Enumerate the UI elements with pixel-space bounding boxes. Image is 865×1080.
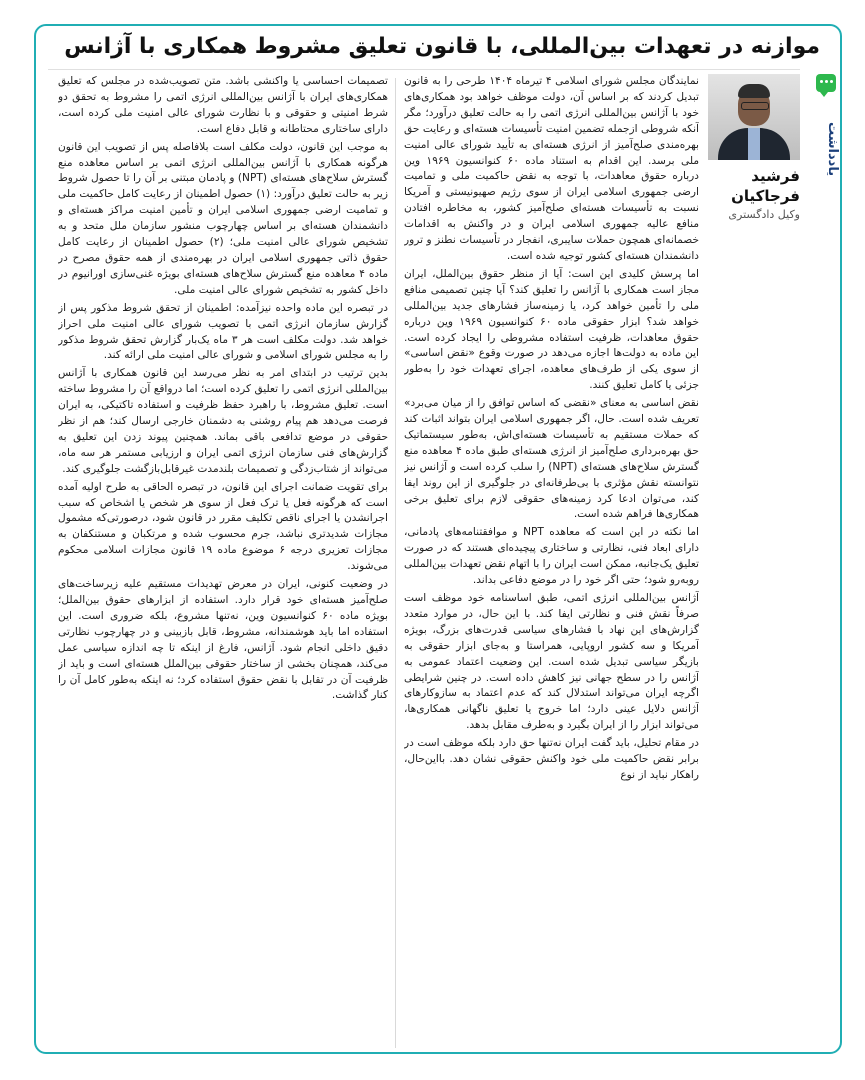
paragraph: نقض اساسی به معنای «نقضی که اساس توافق را از میان می‌برد» تعریف شده است. حال، اگر جمهوری اسلامی ایران بتواند اثبات کند که حملات مستقیم به تأسیسات هسته‌ای‌اش، به‌طور سیستماتیک حق بهره‌برداری صلح‌آمیز از انرژی هسته‌ای طبق ماده ۴ معاهده منع گسترش سلاح‌های هسته‌ای (NPT) را سلب کرده است و آژانس نیز نتوانسته نقش مؤثری با بی‌طرفانه‌ای در جلوگیری از این روند ایفا کند، می‌توان ادعا کرد زمینه‌های حقوقی لازم برای تعلیق برخی همکاری‌ها فراهم شده است.	[404, 397, 699, 521]
column-divider	[395, 78, 396, 1048]
section-label: یادداشت	[825, 121, 840, 177]
paragraph: اما پرسش کلیدی این است: آیا از منظر حقوق بین‌الملل، ایران مجاز است همکاری با آژانس را تعلیق کند؟ آیا چنین تصمیمی منافع ملی را تأمین خواهد کرد، یا زمینه‌ساز فشارهای جدید بین‌المللی خواهد شد؟ ابزار حقوقی ماده ۶۰ کنوانسیون ۱۹۶۹ وین درباره حقوق معاهدات، ظرفیت استفاده مشروطی را ایجاد کرده است. این ماده به دولت‌ها اجازه می‌دهد در صورت وقوع «نقض اساسی» از سوی یکی از طرف‌های معاهده، اجرای تعهدات خود را به‌طور جزئی یا کامل تعلیق کنند.	[404, 267, 699, 392]
article-column-left	[58, 74, 388, 1050]
paragraph: آژانس بین‌المللی انرژی اتمی، طبق اساسنامه خود موظف است صرفاً نقش فنی و نظارتی ایفا کند. با این حال، در موارد متعدد گزارش‌های این نهاد با فشارهای سیاسی قدرت‌های بزرگ، بویژه آمریکا و سه کشور اروپایی، همراستا و به‌جای ابزار حقوقی به بازیگر سیاسی تبدیل شده است. این وضعیت اعتماد عمومی به آژانس را در سطح جهانی نیز کاهش داده است. در چنین شرایطی اگرچه ایران می‌تواند استدلال کند که عدم اعتماد به سازوکارهای آژانس دلایل عینی دارد؛ اما خروج یا تعلیق ناگهانی همکاری‌ها، می‌تواند ابزار را از ایران بگیرد و به‌طرف مقابل بدهد.	[404, 592, 699, 732]
article-column-right	[404, 74, 699, 1050]
paragraph: تصمیمات احساسی یا واکنشی باشد. متن تصویب‌شده در مجلس که تعلیق همکاری‌های ایران با آژانس بین‌المللی انرژی اتمی را مشروط به تحقق دو شرط امنیتی و حقوقی و با نظارت شورای عالی امنیت ملی کرده است، دارای ساختاری محتاطانه و قابل دفاع است.	[58, 75, 388, 135]
paragraph: اما نکته در این است که معاهده NPT و موافقتنامه‌های پادمانی، دارای ابعاد فنی، نظارتی و ساختاری پیچیده‌ای هستند که در صورت تعلیق یک‌جانبه، ممکن است ایران را با اتهام نقض تعهدات بین‌المللی روبه‌رو شود؛ حتی اگر خود را در موضع دفاعی بداند.	[404, 526, 699, 587]
article-headline: موازنه در تعهدات بین‌المللی، با قانون تعلیق مشروط همکاری با آژانس	[64, 34, 820, 59]
author-first-name: فرشید	[751, 167, 800, 185]
paragraph: نمایندگان مجلس شورای اسلامی ۴ تیرماه ۱۴۰۴ طرحی را به قانون تبدیل کردند که بر اساس آن، دولت موظف خواهد بود همکاری‌های خود با آژانس بین‌المللی انرژی اتمی را به حالت تعلیق درآورد؛ مگر آنکه شروطی ازجمله تضمین امنیت تأسیسات هسته‌ای و رعایت حق بهره‌مندی صلح‌آمیز از انرژی هسته‌ای به تأیید شورای عالی امنیت ملی برسد. این اقدام به استناد ماده ۶۰ کنوانسیون ۱۹۶۹ وین درباره حقوق معاهدات، با توجه به نقض حاکمیت ملی و تمامیت ارضی جمهوری اسلامی ایران از سوی رژیم صهیونیستی و آمریکا نسبت به تأسیسات هسته‌ای صلح‌آمیز کشور، به مخاطره افتادن منافع عالیه جمهوری اسلامی ایران و در واکنش به اقدامات خصمانه‌ای همچون حملات سایبری، انفجار در تأسیسات نطنز و ترور دانشمندان هسته‌ای کشور توجیه شده است.	[404, 75, 699, 262]
article-frame	[34, 24, 842, 1054]
author-photo	[708, 74, 800, 160]
section-tab	[812, 74, 840, 1054]
paragraph: به موجب این قانون، دولت مکلف است بلافاصله پس از تصویب این قانون هرگونه همکاری با آژانس بین‌المللی انرژی اتمی بر اساس معاهده منع گسترش سلاح‌های هسته‌ای (NPT) و پادمان مبتنی بر آن را تا حصول شروط زیر به حالت تعلیق درآورد: (۱) حصول اطمینان از رعایت کامل حاکمیت ملی و تمامیت ارضی جمهوری اسلامی ایران و تأمین امنیت مراکز هسته‌ای و دانشمندان هسته‌ای بر اساس چهارچوب منشور سازمان ملل متحد و به تشخیص شورای عالی امنیت ملی؛ (۲) حصول اطمینان از رعایت کامل حقوق ذاتی جمهوری اسلامی ایران در بهره‌مندی از همه حقوق مصرح در ماده ۴ معاهده منع گسترش سلاح‌های هسته‌ای بویژه غنی‌سازی اورانیوم در داخل کشور به تشخیص شورای عالی امنیت ملی.	[58, 140, 388, 296]
paragraph: برای تقویت ضمانت اجرای این قانون، در تبصره الحاقی به طرح اولیه آمده است که هرگونه فعل یا ترک فعل از سوی هر شخص یا اشخاص که سبب اجرانشدن یا اجرای ناقص تکلیف مقرر در قانون شود، درصورتی‌که مشمول مجازات شدیدتری نباشد، جرم محسوب شده و مرتکبان و مستنکفان به مجازات تعزیری درجه ۶ موضوع ماده ۱۹ قانون مجازات اسلامی محکوم می‌شوند.	[58, 480, 388, 573]
author-role: وکیل دادگستری	[728, 208, 800, 221]
headline-rule	[48, 69, 800, 70]
paragraph: بدین ترتیب در ابتدای امر به نظر می‌رسد این قانون همکاری با آژانس بین‌المللی انرژی اتمی را تعلیق کرده است؛ اما درواقع آن را مشروط ساخته است. تعلیق مشروط، با راهبرد حفظ ظرفیت و استفاده تاکتیکی، به ایران فرصت می‌دهد هم پیام روشنی به دشمنان خارجی ارسال کند؛ هم از نظر حقوقی در موضع تدافعی باقی بماند. همچنین پیوند زدن این تعلیق به گزارش‌های فنی سازمان انرژی اتمی ایران و ارزیابی مستمر هر سه ماه، می‌تواند از شتاب‌زدگی و تصمیمات بلندمدت غیرقابل‌بازگشت جلوگیری کند.	[58, 367, 388, 475]
author-last-name: فرجاکیان	[731, 187, 800, 205]
speech-bubble-icon	[816, 74, 836, 92]
author-name	[708, 166, 800, 206]
paragraph: در وضعیت کنونی، ایران در معرض تهدیدات مستقیم علیه زیرساخت‌های صلح‌آمیز هسته‌ای خود قرار دارد. استفاده از ابزارهای حقوق بین‌الملل؛ بویژه ماده ۶۰ کنوانسیون وین، نه‌تنها مشروع، بلکه ضروری است. این استفاده اما باید هوشمندانه، مشروط، قابل بازبینی و در چهارچوب نظارتی دقیق داخلی انجام شود. آژانس، فارغ از اینکه تا چه اندازه سیاسی عمل می‌کند، همچنان بخشی از ساختار حقوقی بین‌الملل هسته‌ای است و باید از ظرفیت آن در تقابل با نقض حقوق استفاده کرد؛ نه اینکه به‌طور کامل آن را کنار گذاشت.	[58, 578, 388, 702]
author-box	[708, 74, 800, 221]
paragraph: در مقام تحلیل، باید گفت ایران نه‌تنها حق دارد بلکه موظف است در برابر نقض حاکمیت ملی خود واکنش حقوقی نشان دهد. بااین‌حال، راهکار نباید از نوع	[404, 737, 699, 781]
paragraph: در تبصره این ماده واحده نیزآمده: اطمینان از تحقق شروط مذکور پس از گزارش سازمان انرژی اتمی با تصویب شورای عالی امنیت ملی احراز خواهد شد. دولت مکلف است هر ۳ ماه یک‌بار گزارش تحقق شروط مذکور را به مجلس شورای اسلامی و شورای عالی امنیت ملی ارائه کند.	[58, 301, 388, 362]
